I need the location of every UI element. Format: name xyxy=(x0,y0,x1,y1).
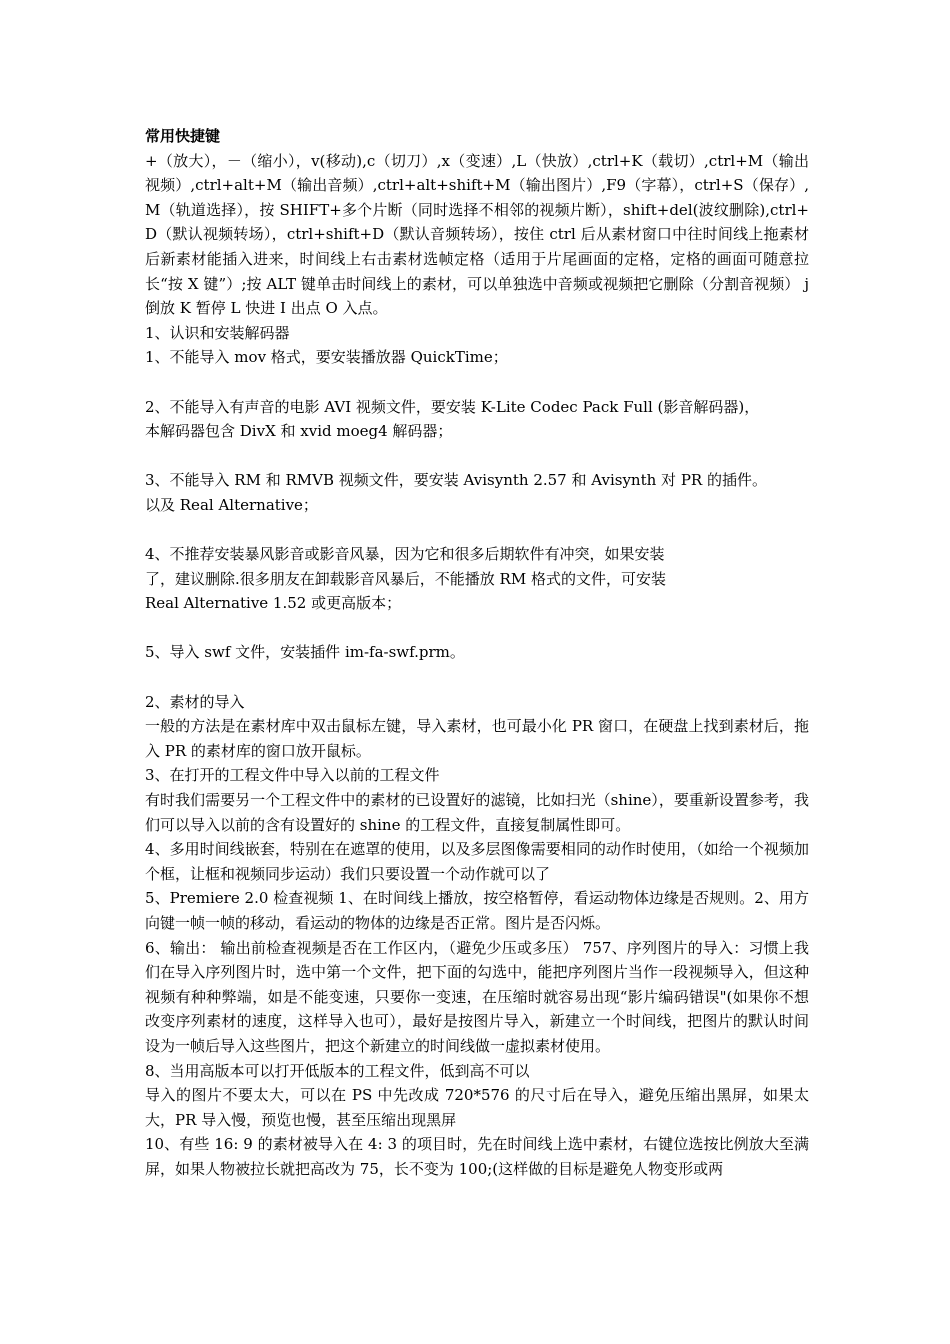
paragraph-image-size: 导入的图片不要太大，可以在 PS 中先改成 720*576 的尺寸后在导入，避免压缩出黑屏，如果太大，PR 导入慢，预览也慢，甚至压缩出现黑屏 xyxy=(145,1086,809,1129)
paragraph-output-sequence: 6、输出： 输出前检查视频是否在工作区内，（避免少压或多压） 757、序列图片的导入：习惯上我们在导入序列图片时，选中第一个文件，把下面的勾选中，能把序列图片当作一段视频导入，但这种视频有种种弊端，如是不能变速，只要你一变速，在压缩时就容易出现“影片编码错误"(如果你不想改变序列素材的速度，这样导入也可），最好是按图片导入，新建立一个时间线，把图片的默认时间设为一帧后导入这些图片，把这个新建立的时间线做一虚拟素材使用。 xyxy=(145,938,809,1055)
paragraph-nesting: 4、多用时间线嵌套，特别在在遮罩的使用，以及多层图像需要相同的动作时使用，（如给一个视频加个框，让框和视频同步运动）我们只要设置一个动作就可以了 xyxy=(145,840,809,883)
paragraph-storm-2: 了，建议删除.很多朋友在卸载影音风暴后，不能播放 RM 格式的文件，可安装 xyxy=(145,569,666,588)
paragraph-check-video: 5、Premiere 2.0 检查视频 1、在时间线上播放，按空格暂停，看运动物体边缘是否规则。2、用方向键一帧一帧的移动，看运动的物体的边缘是否正常。图片是否闪烁。 xyxy=(145,889,809,932)
blank-line xyxy=(145,616,809,641)
paragraph-project-import: 有时我们需要另一个工程文件中的素材的已设置好的滤镜，比如扫光（shine），要重新设置参考，我们可以导入以前的含有设置好的 shine 的工程文件，直接复制属性即可。 xyxy=(145,791,809,834)
paragraph-aspect-ratio: 10、有些 16: 9 的素材被导入在 4: 3 的项目时，先在时间线上选中素材，右键位选按比例放大至满屏，如果人物被拉长就把高改为 75，长不变为 100;(这样做的目标是避免人物变形或两 xyxy=(145,1135,809,1178)
paragraph-mov: 1、不能导入 mov 格式，要安装播放器 QuickTime； xyxy=(145,348,508,367)
heading-codec: 1、认识和安装解码器 xyxy=(145,323,290,342)
blank-line xyxy=(145,444,809,469)
paragraph-storm-1: 4、不推荐安装暴风影音或影音风暴，因为它和很多后期软件有冲突，如果安装 xyxy=(145,545,665,564)
paragraph-avi-1: 2、不能导入有声音的电影 AVI 视频文件，要安装 K-Lite Codec Pack Full (影音解码器)， xyxy=(145,397,760,416)
heading-project-import: 3、在打开的工程文件中导入以前的工程文件 xyxy=(145,766,440,785)
document-page xyxy=(145,124,809,1182)
document-title: 常用快捷键 xyxy=(145,127,221,145)
heading-import: 2、素材的导入 xyxy=(145,692,245,711)
paragraph-avi-2: 本解码器包含 DivX 和 xvid moeg4 解码器； xyxy=(145,422,453,441)
paragraph-storm-3: Real Alternative 1.52 或更高版本； xyxy=(145,594,402,613)
paragraph-rm-2: 以及 Real Alternative； xyxy=(145,495,318,514)
blank-line xyxy=(145,665,809,690)
blank-line xyxy=(145,518,809,543)
blank-line xyxy=(145,370,809,395)
paragraph-swf: 5、导入 swf 文件，安装插件 im-fa-swf.prm。 xyxy=(145,643,465,662)
paragraph-import-method: 一般的方法是在素材库中双击鼠标左键，导入素材，也可最小化 PR 窗口，在硬盘上找到素材后，拖入 PR 的素材库的窗口放开鼠标。 xyxy=(145,717,809,760)
paragraph-version: 8、当用高版本可以打开低版本的工程文件，低到高不可以 xyxy=(145,1061,530,1080)
paragraph-shortcuts: +（放大），－（缩小），v(移动),c（切刀）,x（变速）,L（快放）,ctrl+K（载切）,ctrl+M（输出视频）,ctrl+alt+M（输出音频）,ctrl+alt+shift+M（输出图片）,F9（字幕），ctrl+S（保存）,M（轨道选择），按 SHIFT+多个片断（同时选择不相邻的视频片断），shift+del(波纹删除),ctrl+D（默认视频转场），ctrl+shift+D（默认音频转场），按住 ctrl 后从素材窗口中往时间线上拖素材后新素材能插入进来，时间线上右击素材选帧定格（适用于片尾画面的定格，定格的画面可随意拉长“按 X 键”）;按 ALT 键单击时间线上的素材，可以单独选中音频或视频把它删除（分割音视频） j 倒放 K 暂停 L 快进 I 出点 O 入点。 xyxy=(145,151,809,318)
paragraph-rm-1: 3、不能导入 RM 和 RMVB 视频文件，要安装 Avisynth 2.57 和 Avisynth 对 PR 的插件。 xyxy=(145,471,767,490)
